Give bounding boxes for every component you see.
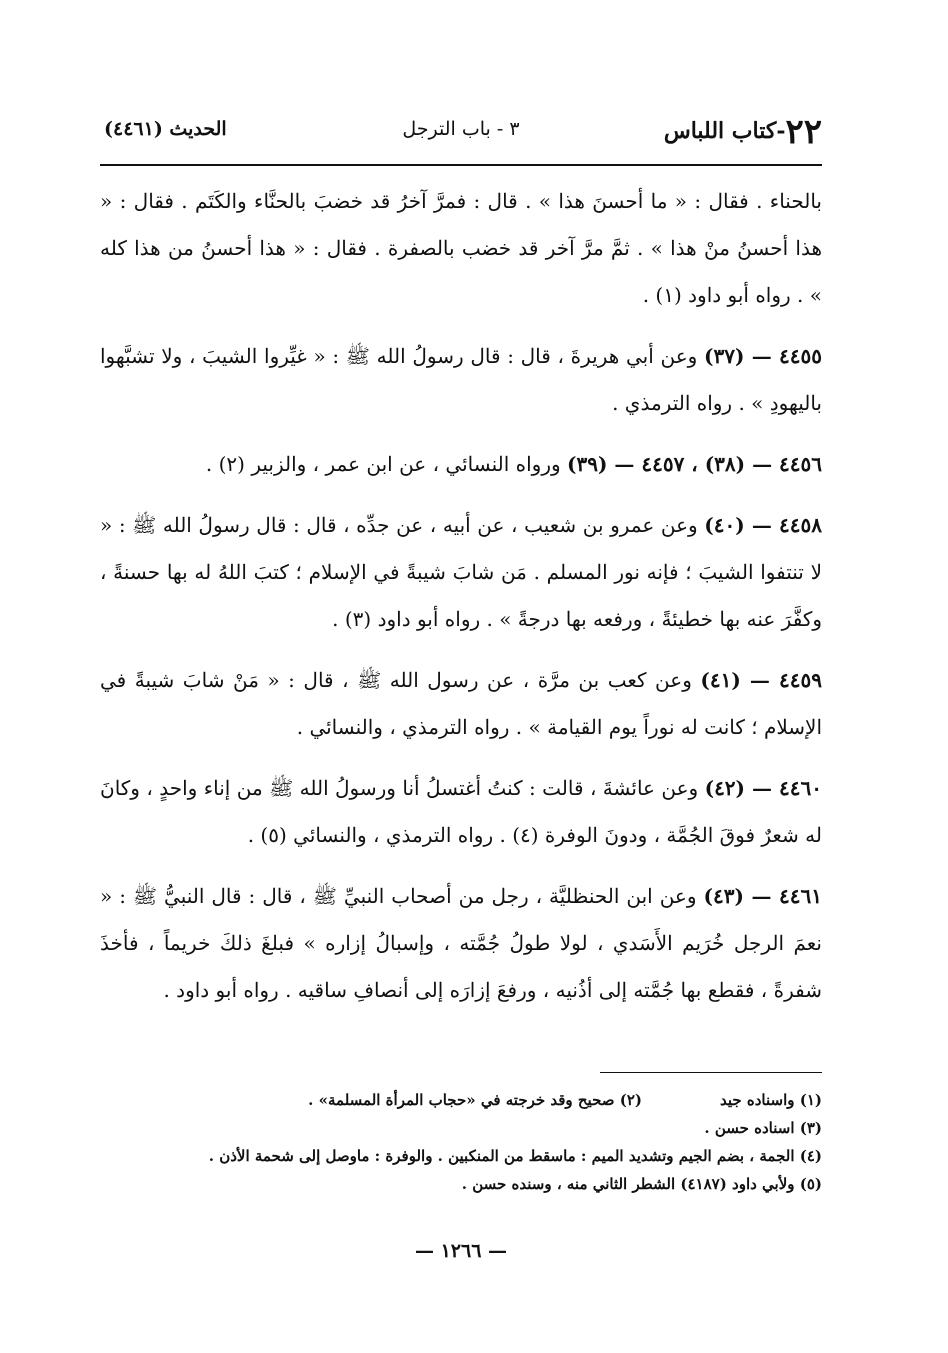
chapter-title: ٣ - باب الترجل bbox=[402, 118, 520, 140]
hadith-number: ٤٤٦١ — (٤٣) bbox=[703, 884, 823, 908]
footnote-row-1-2 bbox=[100, 1086, 822, 1114]
hadith-4461 bbox=[100, 873, 822, 1014]
main-text bbox=[100, 178, 822, 1028]
paragraph-text: بالحناء . فقال : « ما أحسنَ هذا » . قال : فمرَّ آخرُ قد خضبَ بالحنَّاء والكَتَم . فقال : « هذا أحسنُ منْ هذا » . ثمَّ مرَّ آخر قد خضب بالصفرة . فقال : « هذا أحسنُ من هذا كله » . رواه أبو داود (١) . bbox=[100, 189, 822, 307]
hadith-text: ورواه النسائي ، عن ابن عمر ، والزبير (٢) . bbox=[205, 452, 561, 476]
hadith-number: ٤٤٥٥ — (٣٧) bbox=[704, 344, 822, 368]
hadith-4460 bbox=[100, 765, 822, 859]
hadith-reference: الحديث (٤٤٦١) bbox=[104, 118, 227, 140]
hadith-text: وعن كعب بن مرَّة ، عن رسول الله ﷺ ، قال : « مَنْ شابَ شيبةً في الإسلام ؛ كانت له نوراً يوم القيامة » . رواه الترمذي ، والنسائي . bbox=[100, 668, 822, 739]
footnote-3: (٣) اسناده حسن . bbox=[704, 1119, 822, 1137]
footnote-4: (٤) الجمة ، بضم الجيم وتشديد الميم : ماسقط من المنكبين . والوفرة : ماوصل إلى شحمة الأذن . bbox=[208, 1147, 822, 1165]
hadith-text: وعن عمرو بن شعيب ، عن أبيه ، عن جدِّه ، قال : قال رسولُ الله ﷺ : « لا تنتفوا الشيبَ ؛ فإنه نور المسلم . مَن شابَ شيبةً في الإسلام ؛ كتبَ اللهُ له بها حسنةً ، وكفَّرَ عنه بها خطيئةً ، ورفعه بها درجةً » . رواه أبو داود (٣) . bbox=[100, 513, 822, 631]
paragraph-continuation bbox=[100, 178, 822, 319]
footnote-1: (١) واسناده جيد bbox=[719, 1091, 822, 1109]
hadith-number: ٤٤٥٨ — (٤٠) bbox=[704, 513, 822, 537]
running-head bbox=[100, 112, 822, 156]
hadith-text: وعن أبي هريرةَ ، قال : قال رسولُ الله ﷺ : « غيِّروا الشيبَ ، ولا تشبَّهوا باليهودِ » . رواه الترمذي . bbox=[100, 344, 822, 415]
hadith-number: ٤٤٦٠ — (٤٢) bbox=[704, 776, 822, 800]
hadith-4459 bbox=[100, 657, 822, 751]
header-divider bbox=[100, 164, 822, 166]
hadith-number: ٤٤٥٩ — (٤١) bbox=[700, 668, 823, 692]
hadith-text: وعن عائشةَ ، قالت : كنتُ أغتسلُ أنا ورسولُ الله ﷺ من إناء واحدٍ ، وكانَ له شعرٌ فوقَ الجُمَّة ، ودونَ الوفرة (٤) . رواه الترمذي ، والنسائي (٥) . bbox=[100, 776, 822, 847]
hadith-4458 bbox=[100, 502, 822, 643]
hadith-4456-4457 bbox=[100, 441, 822, 488]
footnote-5: (٥) ولأبي داود (٤١٨٧) الشطر الثاني منه ، وسنده حسن . bbox=[461, 1175, 822, 1193]
footnotes bbox=[100, 1086, 822, 1198]
page-number: — ١٢٦٦ — bbox=[414, 1240, 508, 1262]
book-number: ٢٢ bbox=[785, 112, 822, 152]
hadith-text: وعن ابن الحنظليَّة ، رجل من أصحاب النبيِّ ﷺ ، قال : قال النبيُّ ﷺ : « نعمَ الرجل خُرَيم الأَسَدي ، لولا طولُ جُمَّته ، وإسبالُ إزاره » فبلغَ ذلكَ خريماً ، فأخذَ شفرةً ، فقطع بها جُمَّته إلى أذُنيه ، ورفعَ إزارَه إلى أنصافِ ساقيه . رواه أبو داود . bbox=[100, 884, 822, 1002]
footnote-2: (٢) صحيح وقد خرجته في «حجاب المرأة المسلمة» . bbox=[308, 1091, 642, 1109]
book-page bbox=[100, 0, 822, 1353]
hadith-4455 bbox=[100, 333, 822, 427]
footnote-divider bbox=[600, 1072, 822, 1073]
hadith-number: ٤٤٥٦ — (٣٨) ، ٤٤٥٧ — (٣٩) bbox=[567, 452, 822, 476]
book-title-text: -كتاب اللباس bbox=[663, 118, 786, 144]
